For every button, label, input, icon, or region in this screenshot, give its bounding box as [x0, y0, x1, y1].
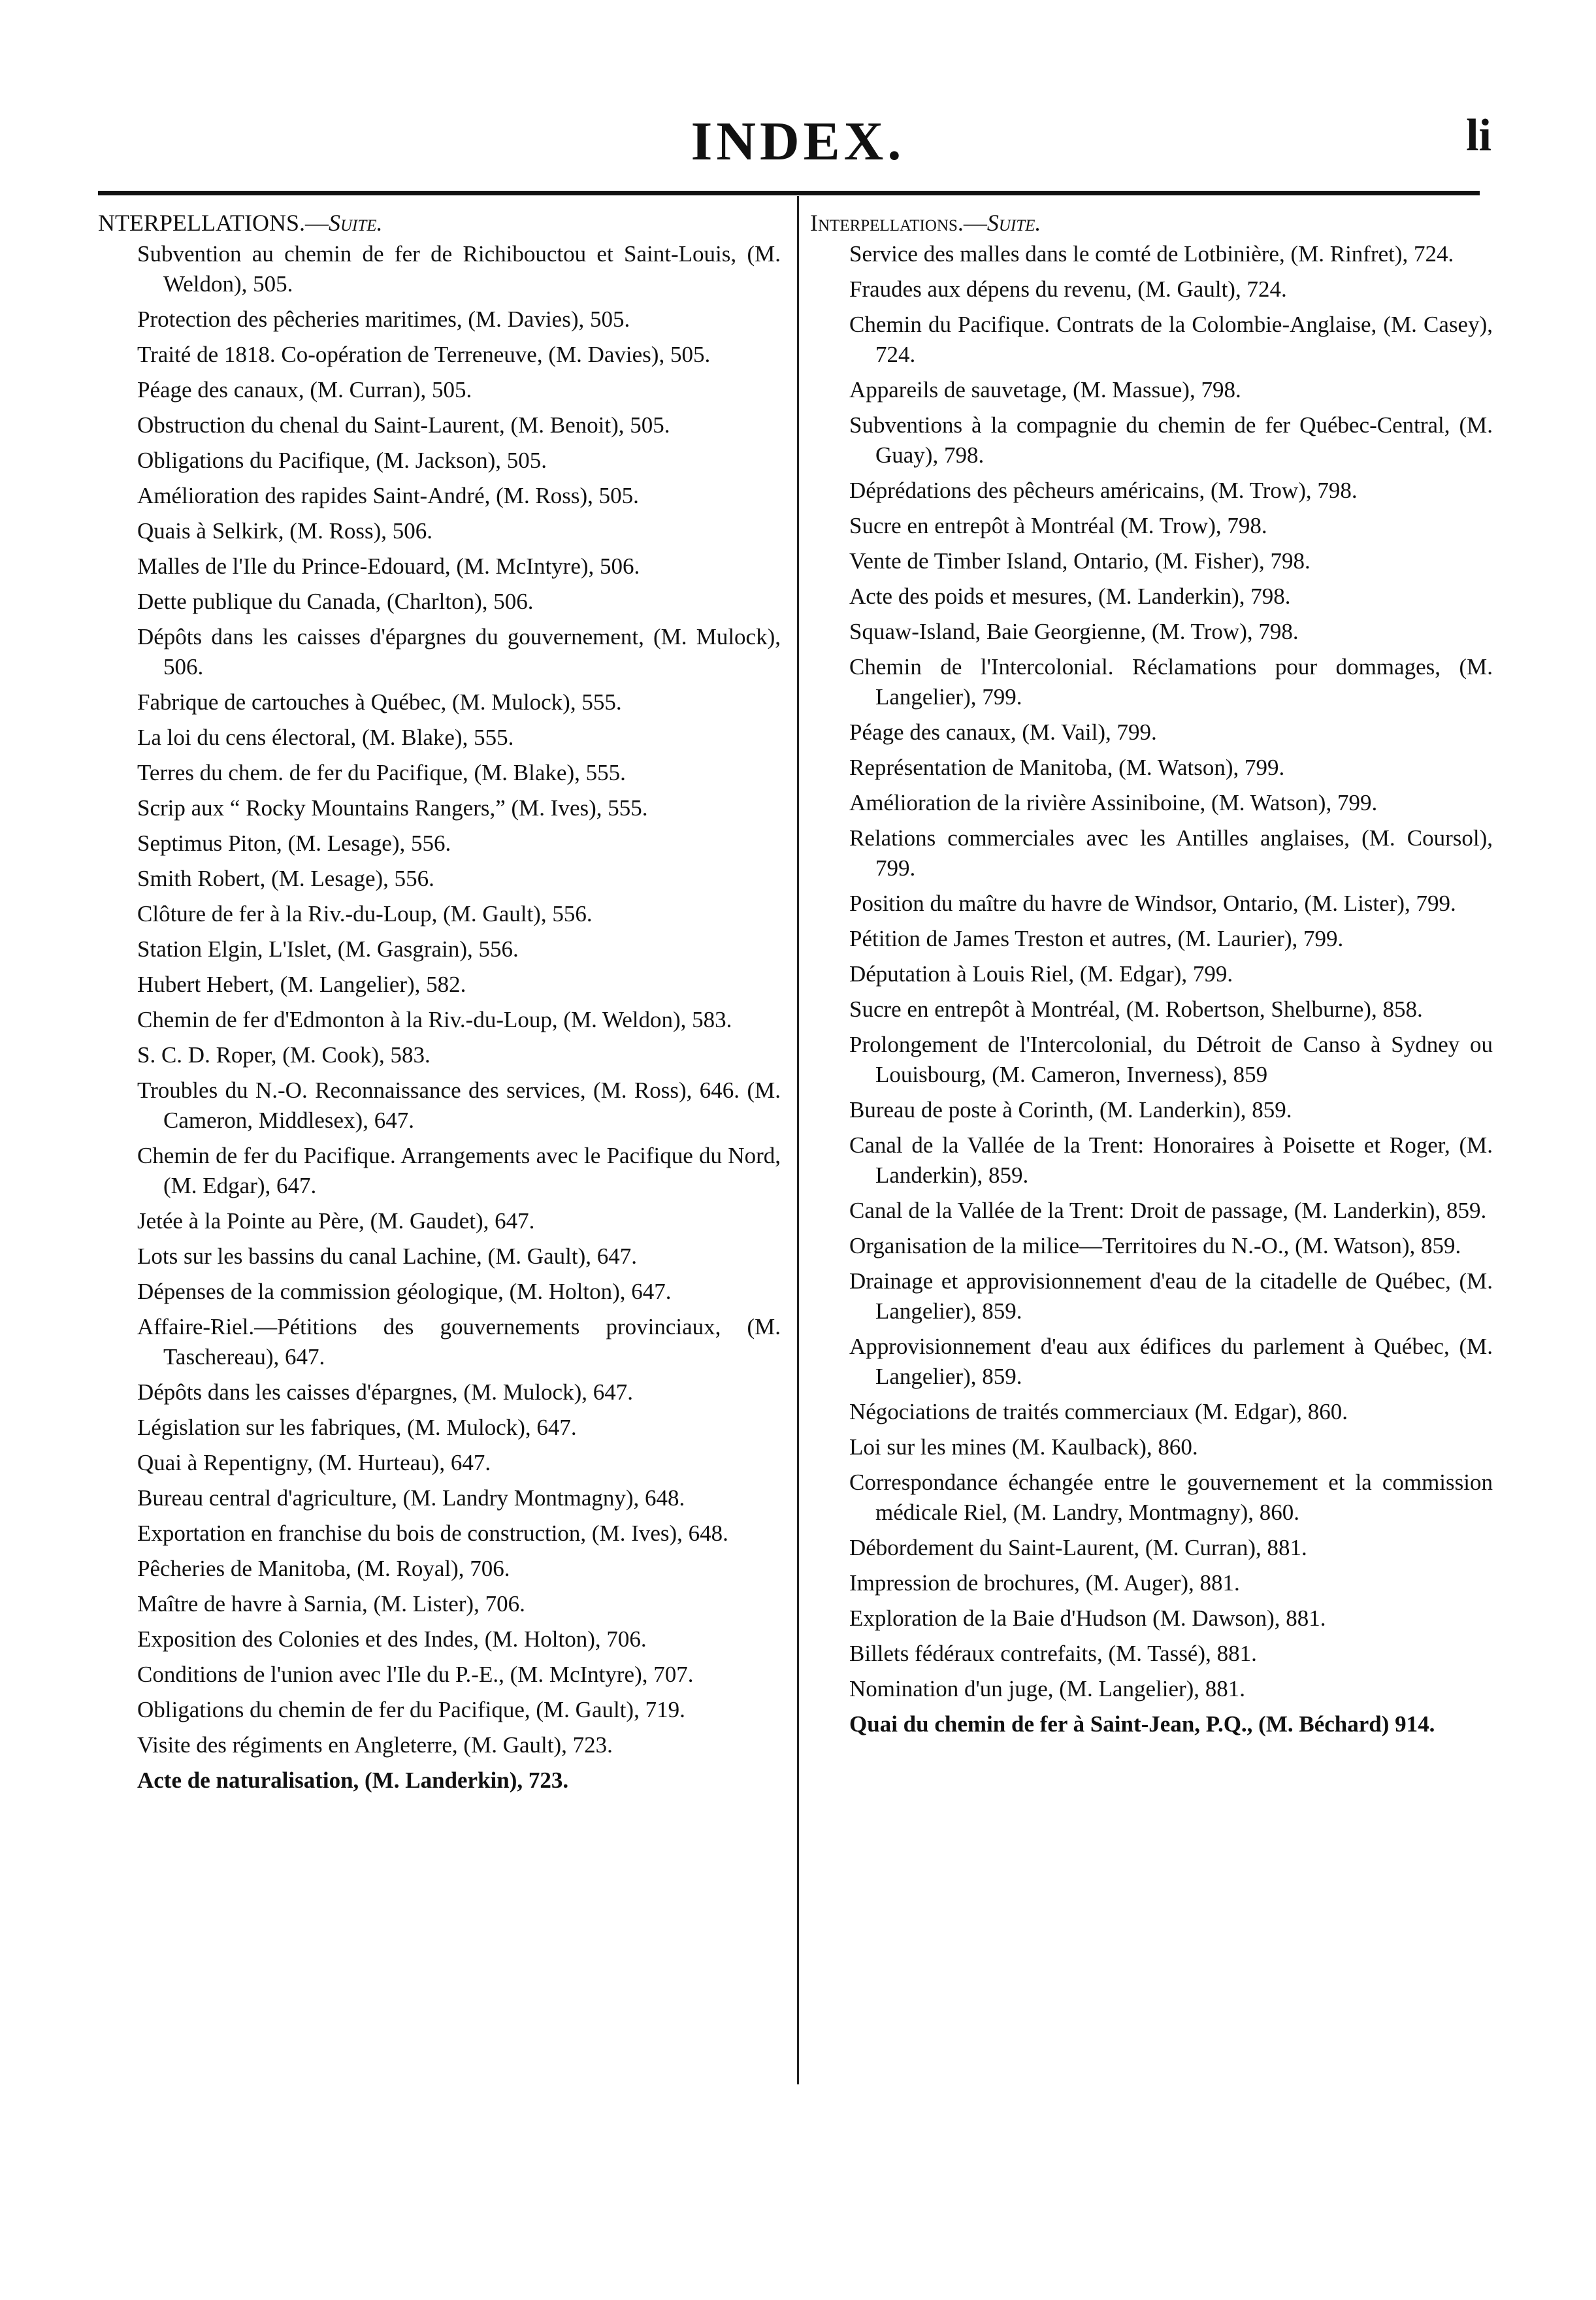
index-entry: Quai à Repentigny, (M. Hurteau), 647. — [137, 1450, 491, 1475]
index-entry: Affaire-Riel.—Pétitions des gouvernements provinciaux, (M. Taschereau), 647. — [137, 1314, 781, 1370]
index-entry: Obligations du chemin de fer du Pacifique, (M. Gault), 719. — [137, 1697, 685, 1722]
index-entry: Quais à Selkirk, (M. Ross), 506. — [137, 518, 433, 544]
left-column-heading — [98, 208, 781, 238]
index-entry: Amélioration de la rivière Assiniboine, (M. Watson), 799. — [849, 790, 1378, 815]
index-entry: Subventions à la compagnie du chemin de fer Québec-Central, (M. Guay), 798. — [849, 412, 1493, 468]
index-entry: Exposition des Colonies et des Indes, (M. Holton), 706. — [137, 1626, 647, 1652]
index-entry: S. C. D. Roper, (M. Cook), 583. — [137, 1042, 431, 1068]
index-entry: Terres du chem. de fer du Pacifique, (M. Blake), 555. — [137, 760, 626, 785]
index-entry: Députation à Louis Riel, (M. Edgar), 799. — [849, 961, 1233, 987]
index-entry: Jetée à la Pointe au Père, (M. Gaudet), 647. — [137, 1208, 535, 1234]
left-entry-list — [98, 239, 781, 1796]
index-entry: Loi sur les mines (M. Kaulback), 860. — [849, 1434, 1198, 1460]
index-entry: Fabrique de cartouches à Québec, (M. Mulock), 555. — [137, 689, 622, 715]
index-entry: Déprédations des pêcheurs américains, (M. Trow), 798. — [849, 478, 1358, 503]
left-heading-text: NTERPELLATIONS.— — [98, 210, 329, 236]
index-entry: Approvisionnement d'eau aux édifices du parlement à Québec, (M. Langelier), 859. — [849, 1334, 1493, 1389]
index-entry: Dépôts dans les caisses d'épargnes, (M. Mulock), 647. — [137, 1379, 633, 1405]
index-entry: Sucre en entrepôt à Montréal, (M. Robertson, Shelburne), 858. — [849, 996, 1423, 1022]
index-entry: Impression de brochures, (M. Auger), 881. — [849, 1570, 1240, 1596]
index-entry: Nomination d'un juge, (M. Langelier), 881. — [849, 1676, 1246, 1701]
index-entry: Acte de naturalisation, (M. Landerkin), 723. — [137, 1767, 569, 1793]
right-entry-list — [810, 239, 1493, 1739]
index-entry: Représentation de Manitoba, (M. Watson), 799. — [849, 755, 1285, 780]
index-entry: Subvention au chemin de fer de Richibouctou et Saint-Louis, (M. Weldon), 505. — [137, 241, 781, 297]
index-entry: Correspondance échangée entre le gouvernement et la commission médicale Riel, (M. Landry, Montmagny), 860. — [849, 1470, 1493, 1525]
index-entry: Bureau de poste à Corinth, (M. Landerkin), 859. — [849, 1097, 1292, 1123]
header-rule — [98, 191, 1480, 195]
index-entry: Service des malles dans le comté de Lotbinière, (M. Rinfret), 724. — [849, 241, 1454, 267]
index-entry: Obstruction du chenal du Saint-Laurent, (M. Benoit), 505. — [137, 412, 670, 438]
left-column — [98, 208, 781, 1801]
index-entry: Relations commerciales avec les Antilles anglaises, (M. Coursol), 799. — [849, 825, 1493, 881]
index-entry: Billets fédéraux contrefaits, (M. Tassé), 881. — [849, 1641, 1257, 1666]
index-entry: Canal de la Vallée de la Trent: Honoraires à Poisette et Roger, (M. Landerkin), 859. — [849, 1132, 1493, 1188]
index-entry: Scrip aux “ Rocky Mountains Rangers,” (M. Ives), 555. — [137, 795, 648, 821]
index-entry: Troubles du N.-O. Reconnaissance des services, (M. Ross), 646. (M. Cameron, Middlesex), 647. — [137, 1077, 781, 1133]
index-entry: Pêcheries de Manitoba, (M. Royal), 706. — [137, 1556, 510, 1581]
index-entry: Smith Robert, (M. Lesage), 556. — [137, 866, 434, 891]
index-entry: Conditions de l'union avec l'Ile du P.-E., (M. McIntyre), 707. — [137, 1662, 694, 1687]
index-entry: Organisation de la milice—Territoires du N.-O., (M. Watson), 859. — [849, 1233, 1461, 1258]
index-entry: Septimus Piton, (M. Lesage), 556. — [137, 830, 451, 856]
index-entry: Législation sur les fabriques, (M. Mulock), 647. — [137, 1415, 577, 1440]
index-entry: Quai du chemin de fer à Saint-Jean, P.Q., (M. Béchard) 914. — [849, 1711, 1435, 1737]
index-entry: Négociations de traités commerciaux (M. Edgar), 860. — [849, 1399, 1348, 1424]
column-divider — [797, 196, 799, 2084]
index-entry: Chemin du Pacifique. Contrats de la Colombie-Anglaise, (M. Casey), 724. — [849, 312, 1493, 367]
index-entry: Dépenses de la commission géologique, (M. Holton), 647. — [137, 1279, 672, 1304]
index-entry: Dette publique du Canada, (Charlton), 506. — [137, 589, 534, 614]
index-entry: Prolongement de l'Intercolonial, du Détroit de Canso à Sydney ou Louisbourg, (M. Cameron, Inverness), 859 — [849, 1032, 1493, 1087]
index-entry: Exploration de la Baie d'Hudson (M. Dawson), 881. — [849, 1605, 1326, 1631]
index-entry: Exportation en franchise du bois de construction, (M. Ives), 648. — [137, 1520, 728, 1546]
index-entry: Appareils de sauvetage, (M. Massue), 798. — [849, 377, 1241, 402]
page-title: INDEX. — [691, 111, 905, 172]
index-entry: Traité de 1818. Co-opération de Terreneuve, (M. Davies), 505. — [137, 342, 711, 367]
index-entry: Obligations du Pacifique, (M. Jackson), 505. — [137, 448, 547, 473]
index-entry: Protection des pêcheries maritimes, (M. Davies), 505. — [137, 306, 630, 332]
index-entry: Maître de havre à Sarnia, (M. Lister), 706. — [137, 1591, 525, 1617]
index-entry: Malles de l'Ile du Prince-Edouard, (M. McIntyre), 506. — [137, 553, 640, 579]
index-entry: Visite des régiments en Angleterre, (M. Gault), 723. — [137, 1732, 613, 1758]
index-entry: Dépôts dans les caisses d'épargnes du gouvernement, (M. Mulock), 506. — [137, 624, 781, 680]
index-entry: Clôture de fer à la Riv.-du-Loup, (M. Gault), 556. — [137, 901, 593, 927]
index-entry: Acte des poids et mesures, (M. Landerkin), 798. — [849, 583, 1291, 609]
index-entry: Débordement du Saint-Laurent, (M. Curran), 881. — [849, 1535, 1307, 1560]
index-entry: Position du maître du havre de Windsor, Ontario, (M. Lister), 799. — [849, 891, 1456, 916]
index-entry: Drainage et approvisionnement d'eau de la citadelle de Québec, (M. Langelier), 859. — [849, 1268, 1493, 1324]
right-column — [810, 208, 1493, 1745]
index-entry: Fraudes aux dépens du revenu, (M. Gault), 724. — [849, 276, 1287, 302]
index-entry: Pétition de James Treston et autres, (M. Laurier), 799. — [849, 926, 1344, 951]
index-entry: Péage des canaux, (M. Vail), 799. — [849, 719, 1157, 745]
index-entry: Chemin de l'Intercolonial. Réclamations pour dommages, (M. Langelier), 799. — [849, 654, 1493, 710]
index-entry: Station Elgin, L'Islet, (M. Gasgrain), 556. — [137, 936, 519, 962]
page-number: li — [1466, 110, 1491, 161]
index-entry: Péage des canaux, (M. Curran), 505. — [137, 377, 472, 402]
index-entry: Chemin de fer d'Edmonton à la Riv.-du-Loup, (M. Weldon), 583. — [137, 1007, 732, 1032]
right-heading-text: Interpellations.— — [810, 210, 987, 236]
index-entry: Vente de Timber Island, Ontario, (M. Fisher), 798. — [849, 548, 1311, 574]
index-entry: Chemin de fer du Pacifique. Arrangements avec le Pacifique du Nord, (M. Edgar), 647. — [137, 1143, 781, 1198]
index-entry: Bureau central d'agriculture, (M. Landry Montmagny), 648. — [137, 1485, 685, 1511]
index-entry: Canal de la Vallée de la Trent: Droit de passage, (M. Landerkin), 859. — [849, 1198, 1487, 1223]
index-entry: Amélioration des rapides Saint-André, (M. Ross), 505. — [137, 483, 639, 508]
left-heading-suite: Suite. — [329, 210, 383, 236]
right-heading-suite: Suite. — [986, 210, 1041, 236]
right-column-heading — [810, 208, 1493, 238]
index-entry: Lots sur les bassins du canal Lachine, (M. Gault), 647. — [137, 1243, 637, 1269]
index-entry: Squaw-Island, Baie Georgienne, (M. Trow), 798. — [849, 619, 1299, 644]
index-entry: Sucre en entrepôt à Montréal (M. Trow), 798. — [849, 513, 1267, 538]
index-entry: Hubert Hebert, (M. Langelier), 582. — [137, 972, 466, 997]
index-entry: La loi du cens électoral, (M. Blake), 555. — [137, 725, 514, 750]
